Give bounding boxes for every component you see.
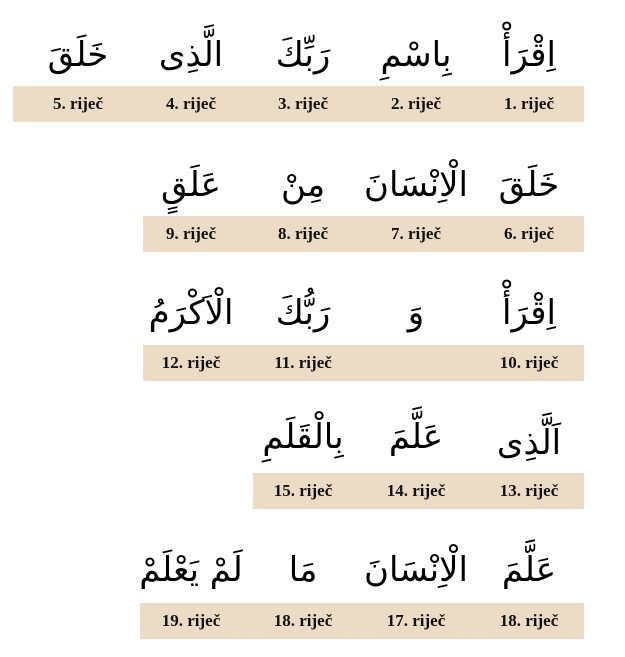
word-label: 8. riječ <box>277 224 329 243</box>
arabic-word: عَلَّمَ <box>388 417 444 457</box>
word-label: 9. riječ <box>165 224 217 243</box>
word-label: 14. riječ <box>386 481 446 500</box>
arabic-word: خَلَقَ <box>498 165 560 205</box>
arabic-word: الَّذِى <box>158 35 224 75</box>
word-label: 12. riječ <box>161 353 221 372</box>
word-label: 13. riječ <box>499 481 559 500</box>
arabic-word: وَ <box>407 293 425 333</box>
word-label: 10. riječ <box>499 353 559 372</box>
word-label: 1. riječ <box>503 94 555 113</box>
arabic-word: الْاِنْسَانَ <box>364 550 468 590</box>
arabic-word: بِالْقَلَمِ <box>262 417 344 457</box>
arabic-word: بِاسْمِ <box>380 35 452 75</box>
arabic-word: عَلَقٍ <box>161 165 221 205</box>
word-label: 17. riječ <box>386 611 446 630</box>
word-label: 2. riječ <box>390 94 442 113</box>
arabic-word: اِقْرَأْ <box>502 35 556 75</box>
word-label: 3. riječ <box>277 94 329 113</box>
arabic-word: رَبِّكَ <box>275 35 331 75</box>
arabic-word: الْاِنْسَانَ <box>364 165 468 205</box>
arabic-word: لَمْ يَعْلَمْ <box>139 550 243 590</box>
word-label: 7. riječ <box>390 224 442 243</box>
arabic-word: اِقْرَأْ <box>502 293 556 333</box>
arabic-word: رَبُّكَ <box>275 293 331 333</box>
word-label: 6. riječ <box>503 224 555 243</box>
arabic-word: اَلَّذِى <box>496 423 562 463</box>
word-label: 18. riječ <box>499 611 559 630</box>
word-label: 15. riječ <box>273 481 333 500</box>
word-label: 11. riječ <box>274 353 332 372</box>
arabic-word: مَا <box>288 550 318 590</box>
arabic-word: مِنْ <box>280 165 326 205</box>
word-label: 18. riječ <box>273 611 333 630</box>
arabic-word: خَلَقَ <box>47 35 109 75</box>
word-label: 4. riječ <box>165 94 217 113</box>
word-label: 5. riječ <box>52 94 104 113</box>
arabic-word: عَلَّمَ <box>501 550 557 590</box>
arabic-word: الْاَكْرَمُ <box>148 293 234 333</box>
word-label: 19. riječ <box>161 611 221 630</box>
